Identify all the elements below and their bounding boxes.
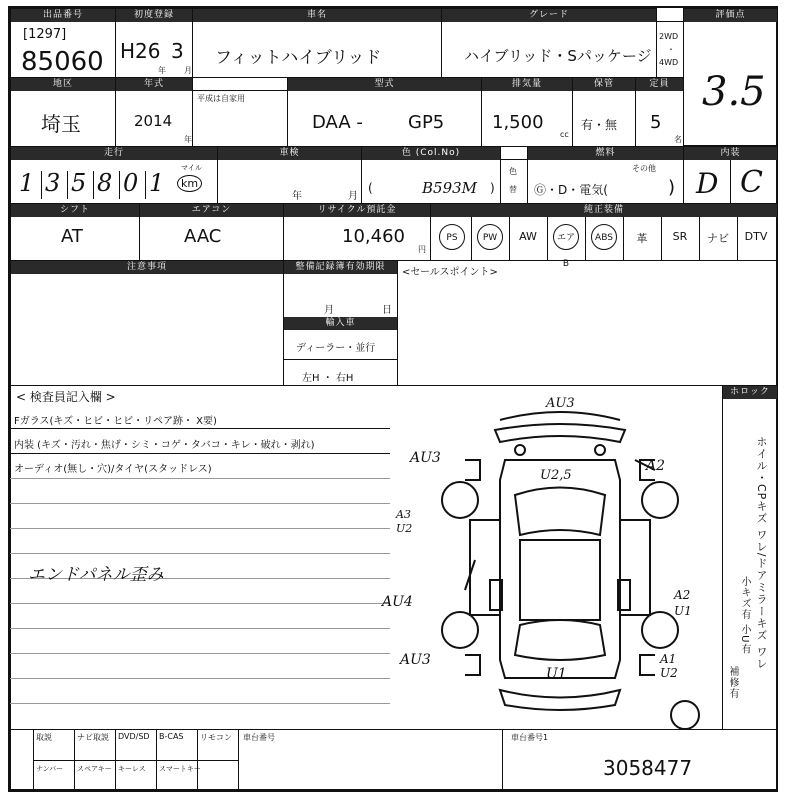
car-name: フィットハイブリッド	[215, 48, 382, 68]
color-side-bottom: 替	[509, 185, 517, 194]
damage-r-mid-a: A2	[674, 588, 691, 602]
equipment-item: ABS	[591, 224, 617, 250]
fuel-cell	[527, 146, 684, 204]
equipment-item: SR	[672, 230, 688, 243]
warranty-presence: 有・無	[581, 118, 618, 132]
drive-dot: ・	[667, 45, 675, 54]
warranty-header: 保管	[573, 78, 635, 91]
interior-cell	[683, 146, 778, 204]
inspection-year: 年	[292, 191, 302, 202]
lot-cell	[10, 8, 116, 78]
first-reg-cell	[115, 8, 193, 78]
mileage-digit: 5	[71, 169, 87, 197]
fuel-header: 燃料	[528, 147, 683, 160]
mileage-unit: km	[177, 175, 202, 192]
grade-cell	[441, 8, 657, 78]
interior-mark-b: C	[740, 165, 763, 200]
equipment-item: ナビ	[707, 232, 729, 245]
damage-bottom: U1	[546, 666, 567, 682]
handwritten-note: エンドパネル歪み	[28, 565, 164, 585]
equipment-item: PW	[477, 224, 503, 250]
frame-no: 3058477	[603, 756, 693, 780]
first-reg-year-unit: 年	[158, 66, 166, 75]
mileage-digit: 0	[123, 169, 139, 197]
side-col-1: ホイル・CPキズ ワレ/ドアミラーキズ ワレ	[755, 436, 768, 671]
model-code-2: GP5	[408, 112, 445, 133]
sales-point-header: <セールスポイント>	[402, 267, 498, 278]
damage-top: AU3	[546, 396, 575, 411]
equipment-item: PS	[439, 224, 465, 250]
model-year-cell	[115, 77, 193, 147]
displacement: 1,500	[492, 112, 544, 133]
footer-lead	[10, 729, 34, 790]
first-reg-month-unit: 月	[184, 66, 192, 75]
aircon-header: エアコン	[140, 204, 283, 217]
damage-tl: AU3	[410, 450, 441, 466]
drive-4wd: 4WD	[659, 58, 679, 67]
damage-br-a: A1	[660, 652, 677, 666]
damage-l1b: U2	[396, 522, 413, 535]
area: 埼玉	[41, 112, 81, 136]
inspection-month: 月	[348, 191, 358, 202]
lot-header: 出品番号	[11, 9, 115, 22]
equipment-item: エアB	[553, 224, 579, 250]
color-header: 色 (Col.No)	[362, 147, 500, 160]
first-reg-header: 初度登録	[116, 9, 192, 22]
recycle: 10,460	[342, 226, 405, 247]
equipment-header: 純正装備	[431, 204, 777, 217]
lot-bracket: [1297]	[23, 27, 67, 42]
drive-cell	[656, 21, 684, 78]
aircon: AAC	[184, 226, 222, 247]
footer-key-label-2: ナンバー	[36, 765, 64, 773]
frame-no-header: 車台番号1	[511, 733, 549, 742]
import-note: 平成は自家用	[197, 94, 245, 103]
area-cell	[10, 77, 116, 147]
record-cell	[283, 260, 398, 386]
displacement-cell	[481, 77, 573, 147]
type-cell	[287, 77, 482, 147]
fuel-other: その他	[632, 164, 656, 173]
footer-key-label: DVD/SD	[118, 732, 150, 741]
footer-key-label-2: スペアキー	[77, 765, 112, 773]
footer-key-cell	[156, 729, 201, 790]
damage-tr: A2	[646, 458, 666, 474]
record-header-2: 輸入車	[284, 317, 397, 330]
capacity-header: 定員	[636, 78, 683, 91]
record-day: 日	[382, 305, 392, 316]
aircon-cell	[139, 203, 284, 261]
shift-header: シフト	[11, 204, 139, 217]
displacement-header: 排気量	[482, 78, 572, 91]
auction-sheet	[8, 6, 778, 792]
mileage-digit: 8	[97, 169, 113, 197]
car-name-header: 車名	[193, 9, 441, 22]
color-side-cell	[500, 159, 528, 204]
record-month: 月	[324, 305, 334, 316]
capacity-cell	[635, 77, 684, 147]
fuel-close: )	[668, 177, 676, 198]
footer-key-cell	[74, 729, 116, 790]
damage-l1a: A3	[396, 508, 411, 521]
recycle-unit: 円	[418, 245, 426, 254]
equipment-item: AW	[519, 230, 537, 243]
area-header: 地区	[11, 78, 115, 91]
footer-key-label: リモコン	[200, 733, 232, 742]
footer-key-label: 取説	[36, 733, 52, 742]
fuel: Ⓖ・D・電気(	[534, 183, 608, 197]
car-diagram	[420, 400, 720, 730]
capacity: 5	[650, 112, 662, 133]
color-paren-close: )	[490, 181, 495, 195]
side-col-2: 小キズ有 小U有	[739, 576, 750, 655]
lot-number: 85060	[21, 47, 104, 77]
footer-key-cell	[33, 729, 75, 790]
import-cell	[192, 90, 288, 147]
notes-cell	[10, 260, 284, 386]
capacity-unit: 名	[674, 135, 682, 144]
mileage-digit: 1	[19, 169, 35, 197]
side-panel	[722, 385, 778, 730]
mileage-digit: 1	[149, 169, 165, 197]
displacement-cc: cc	[560, 130, 569, 139]
color-cell	[361, 146, 501, 204]
equipment-item: DTV	[744, 230, 768, 243]
inspector-header: < 検査員記入欄 >	[16, 390, 116, 404]
grade-header: グレード	[442, 9, 656, 22]
equipment-item: 革	[636, 232, 648, 245]
warranty-cell	[572, 77, 636, 147]
chassis-no-cell	[238, 729, 503, 790]
model-year-header: 年式	[116, 78, 192, 91]
rating-value: 3.5	[702, 69, 766, 115]
damage-center: U2,5	[540, 468, 572, 483]
notes-header: 注意事項	[11, 261, 283, 274]
footer-key-label-2: キーレス	[118, 765, 146, 773]
damage-br-b: U2	[660, 666, 678, 680]
equipment-cell	[430, 203, 778, 269]
mileage-header: 走行	[11, 147, 217, 160]
drive-2wd: 2WD	[659, 32, 679, 41]
rating-cell	[683, 8, 778, 146]
damage-left-mid: AU4	[382, 594, 413, 610]
footer-key-label: ナビ取説	[77, 733, 109, 742]
shift-cell	[10, 203, 140, 261]
side-col-3: 補修有	[727, 666, 738, 699]
shift: AT	[61, 226, 83, 247]
interior-header: 内装	[684, 147, 777, 160]
recycle-header: リサイクル預託金	[284, 204, 430, 217]
footer-key-label: B-CAS	[159, 732, 184, 741]
first-reg-era: H26	[120, 39, 161, 63]
first-reg-month: 3	[171, 39, 184, 63]
record-dealer: ディーラー・並行	[296, 343, 376, 354]
color-code: B593M	[422, 179, 478, 197]
record-steering: 左H ・ 右H	[302, 373, 354, 384]
damage-bl: AU3	[400, 652, 431, 668]
mileage-digit: 3	[45, 169, 61, 197]
damage-r-mid-b: U1	[674, 604, 692, 618]
frame-no-cell	[502, 729, 778, 790]
interior-mark-a: D	[696, 167, 719, 200]
grade: ハイブリッド・Sパッケージ	[464, 47, 652, 65]
model-year: 2014	[134, 112, 173, 130]
footer-key-cell	[197, 729, 239, 790]
color-side-top: 色	[509, 167, 517, 176]
model-code: DAA -	[312, 112, 363, 133]
record-header: 整備記録簿有効期限	[284, 261, 397, 274]
side-panel-title: ホロック	[723, 386, 777, 399]
inspector-line-1: Fガラス(キズ・ヒビ・ヒビ・リペア跡・ X要)	[14, 416, 217, 427]
sales-point-cell	[397, 260, 778, 386]
recycle-cell	[283, 203, 431, 261]
inspector-line-3: オーディオ(無し・穴)/タイヤ(スタッドレス)	[14, 464, 212, 475]
footer-key-cell	[115, 729, 157, 790]
model-year-unit: 年	[184, 135, 192, 144]
mileage-cell	[10, 146, 218, 204]
rating-header: 評価点	[684, 9, 777, 22]
type-header: 型式	[288, 78, 481, 91]
car-name-cell	[192, 8, 442, 78]
footer-key-label-2: スマートキー	[159, 765, 201, 773]
chassis-no-header: 車台番号	[243, 733, 275, 742]
inspection-cell	[217, 146, 362, 204]
mileage-unit-top: マイル	[181, 164, 202, 172]
color-paren: (	[368, 181, 373, 195]
inspection-header: 車検	[218, 147, 361, 160]
inspector-line-2: 内装 (キズ・汚れ・焦げ・シミ・コゲ・タバコ・キレ・破れ・剥れ)	[14, 440, 315, 451]
